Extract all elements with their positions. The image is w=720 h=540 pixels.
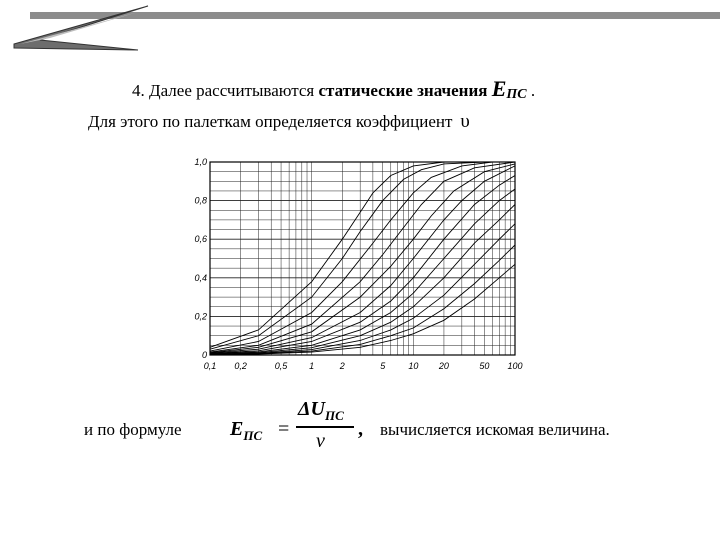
fraction-bar <box>296 426 354 428</box>
formula-comma: , <box>358 418 363 440</box>
curve-11 <box>210 245 515 355</box>
x-tick-label: 50 <box>479 361 490 371</box>
y-tick-label: 0,2 <box>194 311 207 322</box>
formula-intro: и по формуле <box>84 420 182 439</box>
x-tick-label: 0,1 <box>203 361 217 371</box>
formula-equals: = <box>278 418 290 440</box>
y-tick-label: 0 <box>201 350 207 360</box>
formula-numerator: $\Delta U_{ПС}$ <box>298 398 344 423</box>
x-tick-label: 2 <box>339 361 345 371</box>
step-number: 4. <box>132 81 145 100</box>
y-tick-label: 0,4 <box>194 272 207 283</box>
x-tick-label: 1 <box>309 361 315 371</box>
instruction-text: Для этого по палеткам определяется коэффициент <box>88 112 453 131</box>
x-tick-label: 20 <box>438 361 449 371</box>
heading-end-mark: . <box>530 81 536 100</box>
x-tick-label: 0,5 <box>274 361 288 371</box>
heading-text: Далее рассчитываются <box>149 81 315 100</box>
step-heading <box>132 76 535 102</box>
y-tick-label: 1,0 <box>194 157 207 167</box>
curve-6 <box>210 166 515 353</box>
curve-4 <box>210 162 515 352</box>
formula-denominator: ν <box>316 430 325 452</box>
y-tick-label: 0,6 <box>194 234 207 245</box>
heading-symbol-sub: ПС <box>506 87 527 102</box>
heading-bold-text: статические значения <box>318 81 488 100</box>
instruction-line <box>88 111 470 133</box>
y-tick-label: 0,8 <box>194 195 207 206</box>
curve-3 <box>210 162 515 351</box>
arrow-logo-icon <box>10 4 150 54</box>
x-tick-label: 10 <box>408 361 419 371</box>
x-tick-label: 5 <box>380 361 386 371</box>
chart-grid <box>210 162 515 355</box>
formula-outro: вычисляется искомая величина. <box>380 420 610 439</box>
nomogram-chart <box>180 150 525 380</box>
curve-8 <box>210 189 515 354</box>
heading-symbol: E <box>491 76 507 101</box>
curve-1 <box>210 162 515 347</box>
formula-lhs: $E_{ПС}$ <box>230 418 263 443</box>
x-tick-label: 0,2 <box>234 361 247 371</box>
coefficient-symbol: υ <box>460 111 470 132</box>
chart-tick-labels <box>194 157 522 371</box>
curve-7 <box>210 176 515 354</box>
x-tick-label: 100 <box>507 361 523 371</box>
